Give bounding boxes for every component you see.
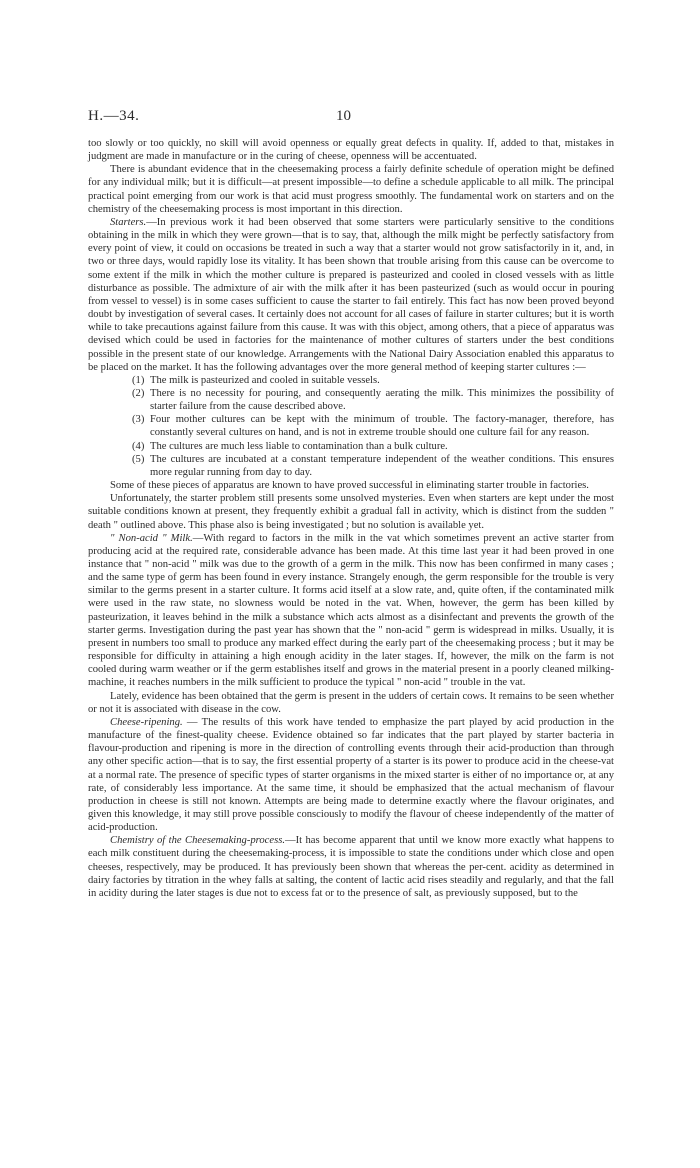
paragraph-starters (88, 216, 614, 374)
list-item-number: (5) (132, 453, 145, 465)
paragraph-cheese-ripening (88, 716, 614, 834)
list-item-text: The cultures are incubated at a constant temperature independent of the weather conditions. This ensures more regular running from day to day. (150, 453, 614, 478)
section-heading-non-acid-milk: " Non-acid " Milk. (110, 532, 193, 544)
section-heading-cheese-ripening: Cheese-ripening. (110, 716, 183, 728)
list-item (132, 413, 614, 439)
list-item-text: The milk is pasteurized and cooled in suitable vessels. (150, 374, 380, 386)
paragraph-chemistry (88, 834, 614, 900)
page-body (88, 137, 614, 900)
page-number: 10 (336, 108, 351, 124)
ripening-text: — The results of this work have tended to emphasize the part played by acid production in the manufacture of the finest-quality cheese. Evidence obtained so far indicates that the part played by starter bacteria in flavour-production and ripening is more in the direction of controlling events through their acid-production than through any other specific action—that is to say, the first essential property of a starter is its power to produce acid in the cheese-vat at a normal rate. The presence of specific types of starter organisms in the mixed starter is either of no importance or, at any rate, of considerably less importance. At the same time, it should be emphasized that the actual mechanism of flavour production in cheese is still not known. Attempts are being made to determine exactly where the flavour originates, and given this knowledge, it may still prove possible consciously to modify the flavour of cheese independently of the matter of acid-production. (88, 716, 614, 834)
paragraph-apparatus-success: Some of these pieces of apparatus are known to have proved successful in eliminating starter trouble in factories. (110, 480, 589, 492)
starters-text: —In previous work it had been observed that some starters were particularly sensitive to the conditions obtaining in the milk in which they were grown—that is to say, that, although the milk might be perfectly satisfactory from every point of view, it could on occasions be treated in such a way that a starter would not grow satisfactorily in it, and, in two or three days, would rapidly lose its vitality. It has been shown that trouble arising from this cause can be overcome to some extent if the milk in which the mother culture is prepared is pasteurized and cooled in closed vessels with as little disturbance as possible. The admixture of air with the milk after it has been pasteurized (such as would occur in pouring from vessel to vessel) is in some cases sufficient to cause the starter to fail entirely. This fact has now been proved beyond doubt by investigation of several cases. It certainly does not account for all cases of failure in starter cultures; but it is worth while to take precautions against failure from this cause. It was with this object, among others, that a piece of apparatus was devised which could be used in factories for the maintenance of mother cultures of starters under the best conditions possible in the present state of our knowledge. Arrangements with the National Dairy Association enabled this apparatus to be placed on the market. It has the following advantages over the more general method of keeping starter cultures :— (88, 216, 614, 373)
paragraph-schedule: There is abundant evidence that in the cheesemaking process a fairly definite schedule of operation might be defined for any individual milk; but it is difficult—at present impossible—to define a schedule applicable to all milk. The principal practical point emerging from our work is that acid must progress smoothly. The fundamental work on starters and on the chemistry of the cheesemaking process is most important in this direction. (88, 164, 614, 215)
paragraph-udders: Lately, evidence has been obtained that the germ is present in the udders of certain cows. It remains to be seen whether or not it is associated with disease in the cow. (88, 690, 614, 715)
non-acid-text: —With regard to factors in the milk in the vat which sometimes prevent an active starter from producing acid at the required rate, considerable advance has been made. At this time last year it had been proved in one instance that " non-acid " milk was due to the growth of a germ in the milk. This now has been confirmed in many cases ; and the same type of germ has been found in every instance. Strangely enough, the germ responsible for the trouble is very similar to the germs present in a starter culture. It forms acid itself at a slow rate, and, quite often, if the contaminated milk were used in the raw state, no slowness would be noted in the vat. When, however, the germ has been killed by pasteurization, it leaves behind in the milk a substance which acts almost as a disinfectant and prevents the growth of the starter germs. Investigation during the past year has shown that the " non-acid " germ is widespread in milks. Usually, it is present in numbers too small to produce any marked effect during the early part of the cheesemaking process ; but it may be responsible for difficulty in attaining a high enough acidity in the later stages. If, however, the milk on the farm is not cooled during warm weather or if the germ establishes itself and grows in the material present in a poorly cleaned milking-machine, it reaches numbers in the milk sufficient to produce the typical " non-acid " trouble in the vat. (88, 532, 614, 689)
list-item-number: (3) (132, 414, 145, 426)
list-item-number: (4) (132, 440, 145, 452)
list-item-text: Four mother cultures can be kept with the minimum of trouble. The factory-manager, therefore, has constantly several cultures on hand, and is not in extreme trouble should one culture fail for any reason. (150, 414, 614, 439)
document-reference: H.—34. (88, 108, 140, 124)
chemistry-text: —It has become apparent that until we know more exactly what happens to each milk constituent during the cheesemaking-process, it is impossible to state the conditions under which close and open cheeses, respectively, may be produced. It has previously been shown that whereas the per-cent. acidity as determined in dairy factories by titration in the whey falls at salting, the content of lactic acid rises steadily and regularly, and that the fall in acidity during the later stages is due not to excess fat or to the presence of salt, as previously supposed, but to the (88, 835, 615, 899)
list-item-number: (2) (132, 387, 145, 399)
page-header (88, 108, 628, 128)
list-item-number: (1) (132, 374, 145, 386)
list-item-text: The cultures are much less liable to contamination than a bulk culture. (150, 440, 448, 452)
list-item-text: There is no necessity for pouring, and consequently aerating the milk. This minimizes the possibility of starter failure from the cause described above. (150, 387, 614, 413)
section-heading-chemistry: Chemistry of the Cheesemaking-process. (110, 835, 285, 847)
paragraph-continuation: too slowly or too quickly, no skill will avoid openness or equally great defects in quality. If, added to that, mistakes in judgment are made in manufacture or in the curing of cheese, openness will be accentuated. (88, 138, 614, 163)
list-item (132, 440, 614, 453)
paragraph-non-acid-milk (88, 532, 614, 690)
list-item (132, 387, 614, 413)
list-item (132, 374, 614, 387)
list-item (132, 453, 614, 479)
paragraph-unsolved: Unfortunately, the starter problem still presents some unsolved mysteries. Even when starters are kept under the most suitable conditions known at present, they frequently exhibit a gradual fall in activity, which is distinct from the sudden " death " outlined above. This phase also is being investigated ; but no solution is available yet. (88, 493, 614, 531)
advantages-list (88, 374, 614, 479)
section-heading-starters: Starters. (110, 216, 147, 228)
